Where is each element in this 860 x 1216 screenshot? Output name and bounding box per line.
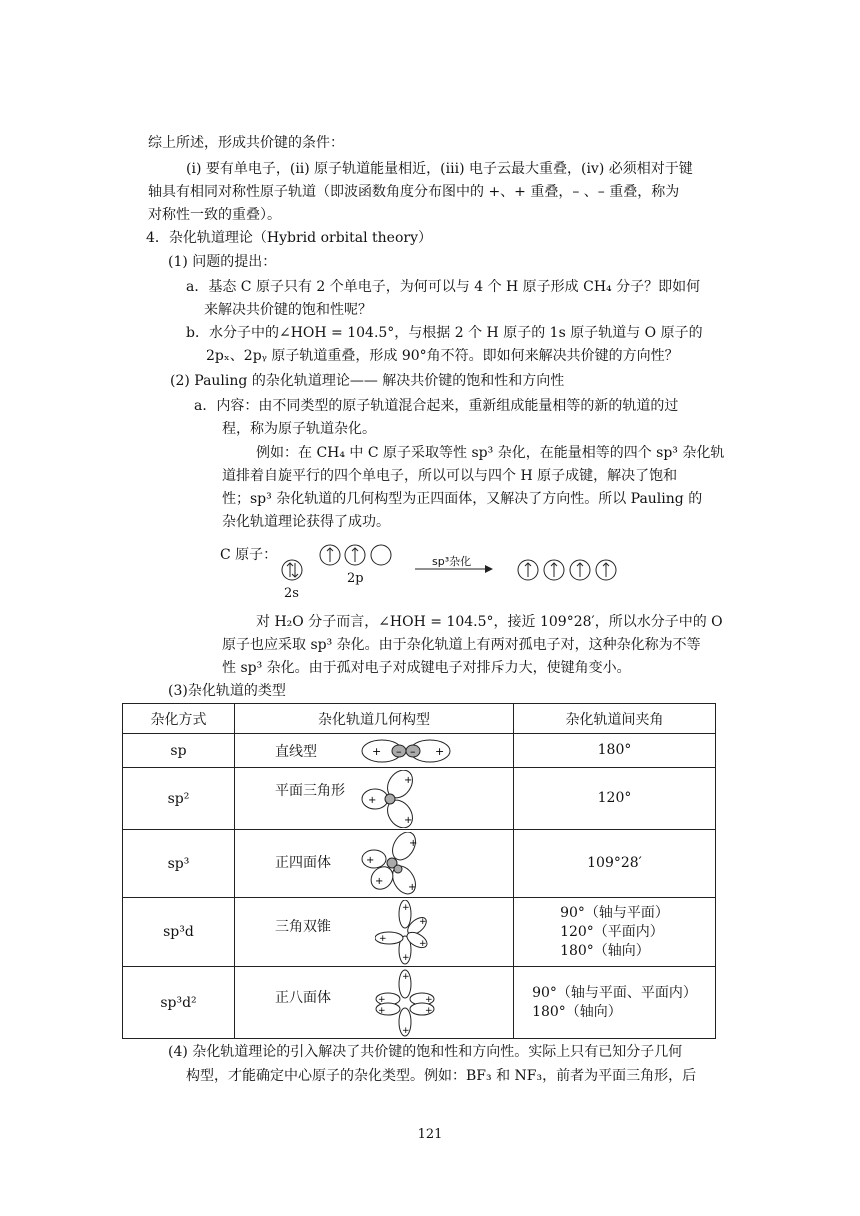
sp3d-orbital-icon [375, 900, 435, 965]
angle-value: 90°（轴与平面、平面内） [532, 984, 697, 1001]
conditions-line3: 对称性一致的重叠）。 [148, 207, 281, 223]
svg-text:+: + [402, 972, 410, 982]
header-angles: 杂化轨道间夹角 [514, 704, 716, 734]
angles-cell [514, 967, 716, 1039]
svg-text:+: + [378, 1006, 386, 1016]
sp2-orbital-icon [360, 770, 430, 828]
orbital-2p-3 [371, 545, 391, 565]
svg-text:+: + [402, 953, 410, 963]
svg-text:+: + [419, 939, 427, 949]
content-line2: 程，称为原子轨道杂化。 [222, 421, 376, 437]
svg-text:+: + [375, 876, 384, 887]
question-b-line1: b．水分子中的∠HOH = 104.5°，与根据 2 个 H 原子的 1s 原子轨道与 O 原子的 [186, 325, 703, 341]
orbital-sp3-1 [518, 560, 538, 580]
svg-text:+: + [425, 1006, 433, 1016]
table-row [123, 967, 716, 1039]
types-title: (3)杂化轨道的类型 [168, 683, 286, 699]
table-row [123, 830, 716, 898]
section4-title: 4．杂化轨道理论（Hybrid orbital theory） [146, 230, 432, 246]
geometry-name: 平面三角形 [275, 783, 345, 799]
content-line1: a．内容：由不同类型的原子轨道混合起来，重新组成能量相等的新的轨道的过 [194, 398, 679, 414]
orbital-2p-1 [320, 545, 340, 565]
example-line2: 道排着自旋平行的四个单电子，所以可以与四个 H 原子成键，解决了饱和 [222, 468, 678, 484]
svg-text:+: + [404, 815, 413, 826]
angle-value: 180° [597, 742, 632, 758]
header-type: 杂化方式 [123, 704, 235, 734]
label-2p: 2p [347, 571, 364, 586]
angle-list [532, 984, 697, 1022]
h2o-line2: 原子也应采取 sp³ 杂化。由于杂化轨道上有两对孤电子对，这种杂化称为不等 [222, 637, 701, 653]
svg-text:+: + [379, 934, 387, 944]
angle-value: 120° [597, 790, 632, 806]
example-line3: 性；sp³ 杂化轨道的几何构型为正四面体，又解决了方向性。所以 Pauling 的 [222, 491, 703, 507]
angle-value: 180°（轴向） [560, 942, 650, 959]
type-cell: sp³d [123, 898, 235, 967]
svg-text:+: + [402, 903, 410, 913]
angle-list [560, 904, 669, 961]
example-line1: 例如：在 CH₄ 中 C 原子采取等性 sp³ 杂化，在能量相等的四个 sp³ 杂化轨 [256, 445, 725, 461]
question-a-line1: a．基态 C 原子只有 2 个单电子，为何可以与 4 个 H 原子形成 CH₄ 分子？即如何 [186, 279, 701, 295]
type-cell: sp³d² [123, 967, 235, 1039]
table-header-row [123, 704, 716, 734]
sp-orbital-icon [360, 737, 452, 765]
sp3d2-orbital-icon [375, 969, 435, 1037]
geometry-name: 正四面体 [275, 855, 331, 871]
hybridization-table [122, 703, 716, 1039]
angles-cell [514, 768, 716, 830]
svg-text:+: + [419, 917, 427, 927]
question-b-line2: 2pₓ、2pᵧ 原子轨道重叠，形成 90°角不符。即如何来解决共价键的方向性？ [206, 348, 679, 364]
orbital-2p-2 [345, 545, 365, 565]
h2o-line3: 性 sp³ 杂化。由于孤对电子对成键电子对排斥力大，使键角变小。 [222, 660, 631, 676]
example-line4: 杂化轨道理论获得了成功。 [222, 514, 390, 530]
orbital-2s [282, 560, 302, 580]
orbital-hybridization-diagram [275, 538, 635, 608]
svg-text:+: + [408, 882, 417, 893]
svg-text:+: + [402, 1026, 410, 1036]
question-a-line2: 来解决共价键的饱和性呢？ [204, 302, 372, 318]
geometry-cell [235, 898, 514, 967]
label-2s: 2s [284, 586, 299, 601]
type-cell: sp³ [123, 830, 235, 898]
angle-value: 90°（轴与平面） [560, 904, 669, 921]
angle-value: 180°（轴向） [532, 1003, 622, 1020]
summary-intro: 综上所述，形成共价键的条件： [148, 135, 344, 151]
table-row [123, 898, 716, 967]
geometry-cell [235, 967, 514, 1039]
header-geometry: 杂化轨道几何构型 [235, 704, 514, 734]
conditions-line2: 轴具有相同对称性原子轨道（即波函数角度分布图中的 +、+ 重叠，– 、– 重叠，称为 [148, 184, 680, 200]
sp3-orbital-icon [360, 832, 430, 896]
geometry-name: 三角双锥 [275, 919, 331, 935]
conclusion-line1: (4) 杂化轨道理论的引入解决了共价键的饱和性和方向性。实际上只有已知分子几何 [168, 1044, 683, 1060]
angle-value: 120°（平面内） [560, 923, 664, 940]
angles-cell [514, 734, 716, 768]
orbital-sp3-2 [544, 560, 564, 580]
arrow-label: sp³杂化 [432, 555, 472, 568]
geometry-cell [235, 768, 514, 830]
table-row [123, 768, 716, 830]
angles-cell [514, 830, 716, 898]
table-row [123, 734, 716, 768]
h2o-line1: 对 H₂O 分子而言，∠HOH = 104.5°，接近 109°28′，所以水分子中的 O [256, 614, 723, 630]
svg-text:+: + [409, 838, 418, 849]
svg-text:+: + [366, 855, 375, 866]
svg-text:+: + [372, 745, 382, 758]
svg-text:–: – [410, 745, 416, 758]
svg-text:+: + [378, 995, 386, 1005]
type-cell: sp [123, 734, 235, 768]
page-number: 121 [417, 1127, 443, 1142]
conclusion-line2: 构型，才能确定中心原子的杂化类型。例如：BF₃ 和 NF₃，前者为平面三角形，后 [186, 1068, 697, 1084]
question-title: (1) 问题的提出： [168, 254, 277, 270]
angles-cell [514, 898, 716, 967]
orbital-sp3-4 [596, 560, 616, 580]
c-atom-label: C 原子： [220, 547, 278, 563]
pauling-title: (2) Pauling 的杂化轨道理论—— 解决共价键的饱和性和方向性 [170, 373, 565, 389]
svg-text:+: + [435, 745, 445, 758]
orbital-sp3-3 [570, 560, 590, 580]
geometry-name: 直线型 [275, 744, 317, 760]
geometry-cell [235, 734, 514, 768]
angle-value: 109°28′ [587, 855, 642, 871]
geometry-cell [235, 830, 514, 898]
geometry-name: 正八面体 [275, 990, 331, 1006]
conditions-line1: (i) 要有单电子，(ii) 原子轨道能量相近，(iii) 电子云最大重叠，(iv) 必须相对于键 [186, 161, 693, 177]
type-cell: sp² [123, 768, 235, 830]
svg-text:+: + [368, 795, 377, 806]
svg-text:+: + [425, 995, 433, 1005]
svg-text:+: + [404, 775, 413, 786]
svg-text:–: – [396, 745, 402, 758]
